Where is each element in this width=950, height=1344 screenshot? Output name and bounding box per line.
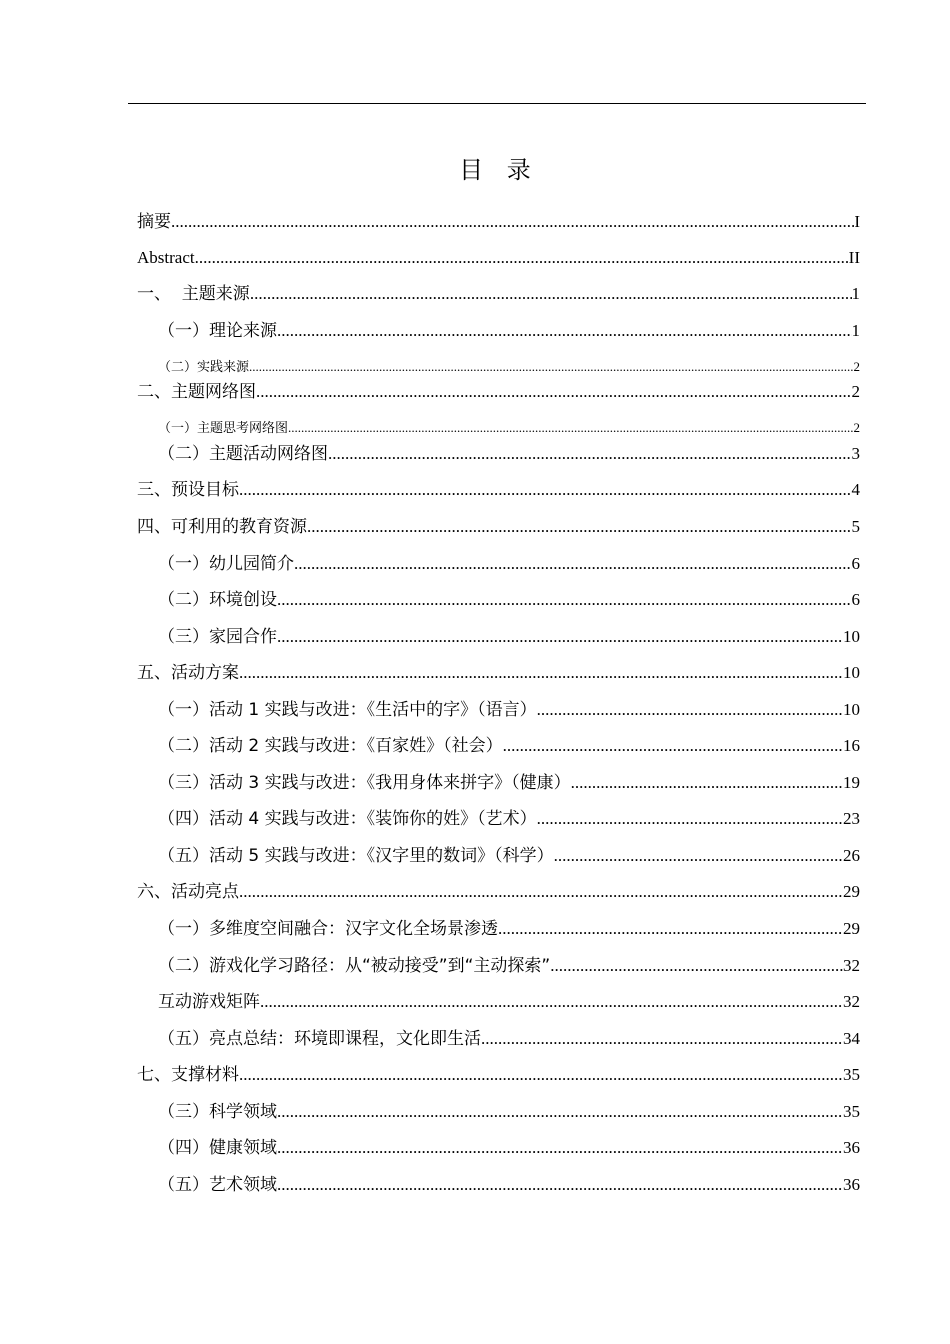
toc-entry-page: 10 bbox=[843, 627, 860, 646]
dot-leader bbox=[550, 954, 843, 978]
toc-entry-4-1[interactable] bbox=[158, 552, 860, 576]
dot-leader bbox=[239, 1063, 843, 1087]
toc-entry-page: 6 bbox=[851, 554, 860, 573]
toc-entry-6-2[interactable] bbox=[158, 954, 860, 978]
toc-entry-page: 34 bbox=[843, 1029, 860, 1048]
toc-entry-page: 23 bbox=[843, 809, 860, 828]
toc-entry-page: 35 bbox=[843, 1102, 860, 1121]
toc-entry-5-3[interactable] bbox=[158, 771, 860, 795]
dot-leader bbox=[277, 625, 843, 649]
toc-entry-label: 三、预设目标 bbox=[137, 480, 239, 500]
toc-entry-label: （五）亮点总结：环境即课程，文化即生活 bbox=[158, 1029, 481, 1049]
toc-entry-page: I bbox=[854, 212, 860, 231]
toc-entry-7-4[interactable] bbox=[158, 1136, 860, 1160]
toc-entry-2-2[interactable] bbox=[158, 442, 860, 466]
toc-entry-label: （一）多维度空间融合：汉字文化全场景渗透 bbox=[158, 919, 498, 939]
toc-entry-chapter-4[interactable] bbox=[137, 515, 860, 539]
toc-entry-6-1[interactable] bbox=[158, 917, 860, 941]
dot-leader bbox=[498, 917, 843, 941]
toc-entry-page: 16 bbox=[843, 736, 860, 755]
toc-entry-page: 3 bbox=[851, 444, 860, 463]
page-title: 目 录 bbox=[459, 156, 539, 184]
toc-entry-chapter-2[interactable] bbox=[137, 380, 860, 404]
dot-leader bbox=[249, 359, 853, 375]
toc-entry-page: 1 bbox=[851, 321, 860, 340]
dot-leader bbox=[537, 807, 843, 831]
dot-leader bbox=[277, 1173, 843, 1197]
toc-entry-label: （二）活动 2 实践与改进：《百家姓》（社会） bbox=[158, 736, 503, 756]
toc-entry-6-5[interactable] bbox=[158, 1027, 860, 1051]
toc-entry-5-5[interactable] bbox=[158, 844, 860, 868]
toc-entry-label: （二）实践来源 bbox=[158, 360, 250, 375]
toc-entry-7-3[interactable] bbox=[158, 1100, 860, 1124]
toc-entry-5-4[interactable] bbox=[158, 807, 860, 831]
toc-entry-label: （二）游戏化学习路径：从“被动接受”到“主动探索” bbox=[158, 956, 551, 976]
toc-entry-chapter-3[interactable] bbox=[137, 478, 860, 502]
dot-leader bbox=[537, 698, 843, 722]
dot-leader bbox=[239, 661, 843, 685]
toc-entry-page: 35 bbox=[843, 1065, 860, 1084]
toc-entry-label: （二）环境创设 bbox=[158, 590, 277, 610]
dot-leader bbox=[250, 282, 852, 306]
dot-leader bbox=[277, 588, 852, 612]
toc-entry-page: 36 bbox=[843, 1175, 860, 1194]
toc-entry-1-1[interactable] bbox=[158, 319, 860, 343]
toc-entry-label: Abstract bbox=[137, 248, 195, 267]
dot-leader bbox=[195, 246, 849, 270]
toc-entry-5-2[interactable] bbox=[158, 734, 860, 758]
dot-leader bbox=[503, 734, 843, 758]
toc-entry-page: 2 bbox=[853, 359, 860, 374]
dot-leader bbox=[571, 771, 843, 795]
toc-entry-label: 六、活动亮点 bbox=[137, 882, 239, 902]
toc-entry-chapter-5[interactable] bbox=[137, 661, 860, 685]
toc-entry-label: （一）活动 1 实践与改进：《生活中的字》（语言） bbox=[158, 700, 537, 720]
toc-entry-abstract-en[interactable] bbox=[137, 246, 860, 270]
dot-leader bbox=[277, 1136, 843, 1160]
dot-leader bbox=[256, 380, 852, 404]
toc-entry-7-5[interactable] bbox=[158, 1173, 860, 1197]
toc-entry-page: 10 bbox=[843, 700, 860, 719]
dot-leader bbox=[328, 442, 852, 466]
toc-entry-page: 10 bbox=[843, 663, 860, 682]
toc-entry-label: 一、 主题来源 bbox=[137, 284, 250, 304]
toc-entry-chapter-1[interactable] bbox=[137, 282, 860, 306]
toc-entry-label: 二、主题网络图 bbox=[137, 382, 256, 402]
dot-leader bbox=[288, 420, 853, 436]
toc-entry-label: （一）理论来源 bbox=[158, 321, 277, 341]
toc-entry-4-3[interactable] bbox=[158, 625, 860, 649]
toc-entry-label: 四、可利用的教育资源 bbox=[137, 517, 307, 537]
toc-entry-label: 摘要 bbox=[137, 212, 171, 232]
toc-entry-page: II bbox=[848, 248, 860, 267]
dot-leader bbox=[481, 1027, 843, 1051]
toc-entry-label: （五）艺术领域 bbox=[158, 1175, 277, 1195]
toc-entry-page: 1 bbox=[851, 284, 860, 303]
toc-entry-label: （三）科学领域 bbox=[158, 1102, 277, 1122]
toc-entry-page: 19 bbox=[843, 773, 860, 792]
toc-entry-abstract-cn[interactable] bbox=[137, 210, 860, 234]
dot-leader bbox=[239, 478, 852, 502]
toc-entry-page: 26 bbox=[843, 846, 860, 865]
toc-entry-2-1[interactable] bbox=[158, 420, 860, 437]
toc-entry-label: 七、支撑材料 bbox=[137, 1065, 239, 1085]
dot-leader bbox=[277, 1100, 843, 1124]
toc-entry-label: （一）主题思考网络图 bbox=[158, 421, 289, 436]
toc-entry-page: 29 bbox=[843, 919, 860, 938]
toc-entry-page: 36 bbox=[843, 1138, 860, 1157]
toc-entry-page: 4 bbox=[851, 480, 860, 499]
toc-entry-chapter-7[interactable] bbox=[137, 1063, 860, 1087]
toc-entry-5-1[interactable] bbox=[158, 698, 860, 722]
toc-entry-label: （四）健康领域 bbox=[158, 1138, 277, 1158]
toc-entry-label: （五）活动 5 实践与改进：《汉字里的数词》（科学） bbox=[158, 846, 554, 866]
toc-entry-label: 五、活动方案 bbox=[137, 663, 239, 683]
toc-entry-label: （三）家园合作 bbox=[158, 627, 277, 647]
toc-entry-1-2[interactable] bbox=[158, 359, 860, 376]
dot-leader bbox=[277, 319, 852, 343]
dot-leader bbox=[294, 552, 852, 576]
toc-entry-page: 5 bbox=[851, 517, 860, 536]
toc-entry-label: （一）幼儿园简介 bbox=[158, 554, 294, 574]
toc-entry-page: 29 bbox=[843, 882, 860, 901]
dot-leader bbox=[307, 515, 852, 539]
toc-entry-page: 2 bbox=[853, 420, 860, 435]
toc-entry-page: 32 bbox=[843, 992, 860, 1011]
dot-leader bbox=[239, 880, 843, 904]
toc-entry-label: （四）活动 4 实践与改进：《装饰你的姓》（艺术） bbox=[158, 809, 537, 829]
toc-entry-label: （三）活动 3 实践与改进：《我用身体来拼字》（健康） bbox=[158, 773, 571, 793]
toc-entry-6-interactive-games[interactable] bbox=[158, 990, 860, 1014]
toc-entry-page: 2 bbox=[851, 382, 860, 401]
toc-entry-chapter-6[interactable] bbox=[137, 880, 860, 904]
dot-leader bbox=[171, 210, 854, 234]
dot-leader bbox=[260, 990, 843, 1014]
toc-entry-label: （二）主题活动网络图 bbox=[158, 444, 328, 464]
toc-entry-label: 互动游戏矩阵 bbox=[158, 992, 260, 1012]
dot-leader bbox=[554, 844, 843, 868]
toc-entry-page: 6 bbox=[851, 590, 860, 609]
toc-entry-page: 32 bbox=[843, 956, 860, 975]
toc-entry-4-2[interactable] bbox=[158, 588, 860, 612]
